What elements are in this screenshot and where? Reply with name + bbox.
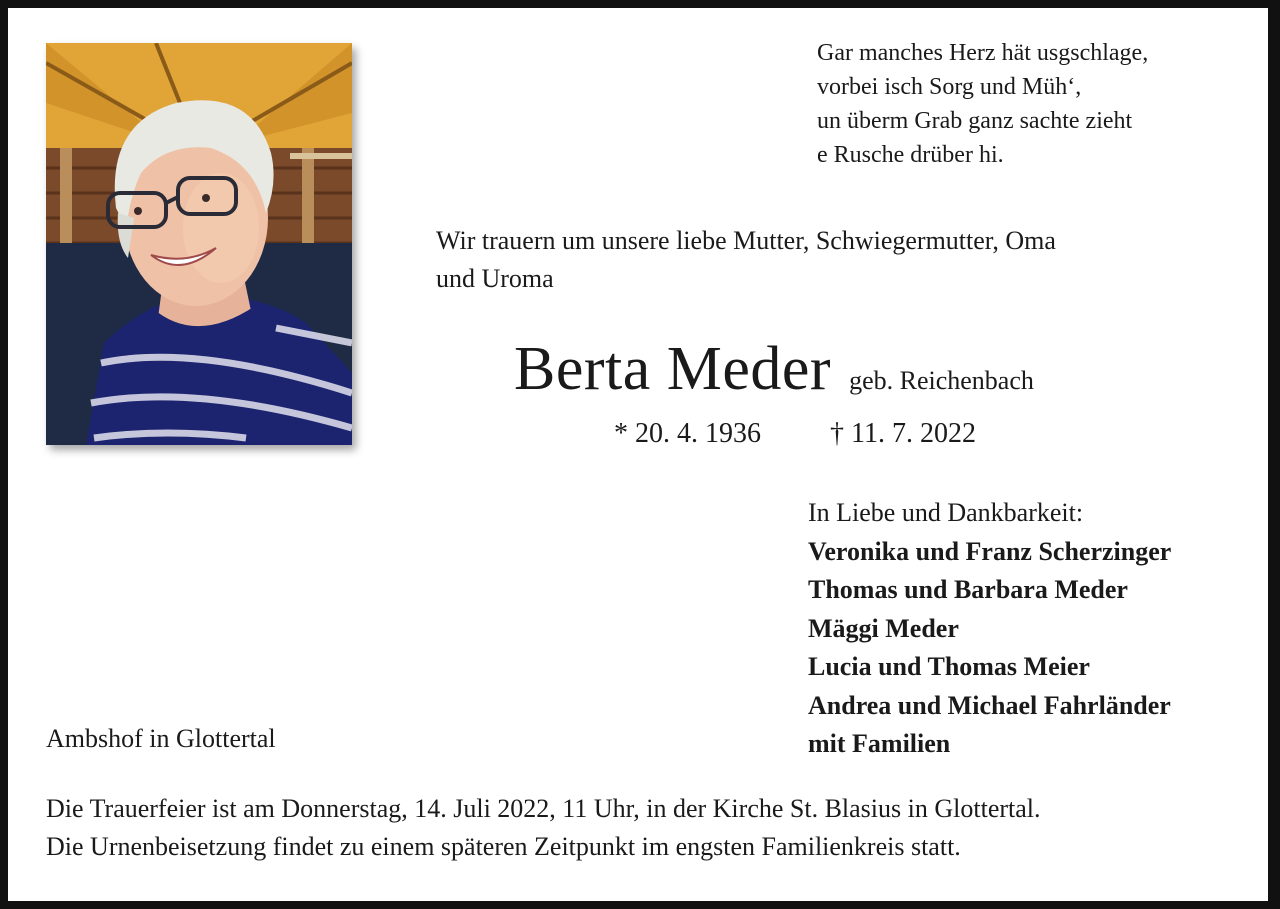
mourner-name: Andrea und Michael Fahrländer (808, 690, 1171, 720)
mourner-name: Mäggi Meder (808, 613, 959, 643)
funeral-info-line: Die Trauerfeier ist am Donnerstag, 14. Juli 2022, 11 Uhr, in der Kirche St. Blasius in Glottertal. (46, 794, 1041, 823)
mourners-block (808, 494, 1171, 764)
funeral-info-line: Die Urnenbeisetzung findet zu einem späteren Zeitpunkt im engsten Familienkreis statt. (46, 832, 961, 861)
mourning-intro (436, 222, 1056, 298)
deceased-name: Berta Meder (514, 335, 832, 403)
portrait-photo (46, 43, 352, 445)
life-dates (614, 418, 976, 450)
poem-line: un überm Grab ganz sachte zieht (817, 108, 1133, 134)
intro-line: Wir trauern um unsere liebe Mutter, Schwiegermutter, Oma (436, 226, 1056, 255)
obituary-notice (8, 8, 1268, 901)
location: Ambshof in Glottertal (46, 724, 276, 753)
maiden-name: geb. Reichenbach (849, 366, 1034, 395)
intro-line: und Uroma (436, 264, 554, 293)
birth-date: * 20. 4. 1936 (614, 418, 761, 449)
poem-line: vorbei isch Sorg und Müh‘, (817, 74, 1082, 100)
mourner-name: Veronika und Franz Scherzinger (808, 536, 1172, 566)
poem-line: Gar manches Herz hät usgschlage, (817, 40, 1149, 66)
mourner-name: mit Familien (808, 729, 951, 758)
poem (817, 36, 1148, 172)
poem-line: e Rusche drüber hi. (817, 142, 1004, 168)
mourner-name: Thomas und Barbara Meder (808, 575, 1128, 604)
funeral-info (46, 790, 1041, 866)
mourners-heading: In Liebe und Dankbarkeit: (808, 498, 1084, 527)
death-date: † 11. 7. 2022 (830, 418, 976, 449)
deceased-name-row (514, 334, 1034, 405)
mourner-name: Lucia und Thomas Meier (808, 652, 1090, 681)
